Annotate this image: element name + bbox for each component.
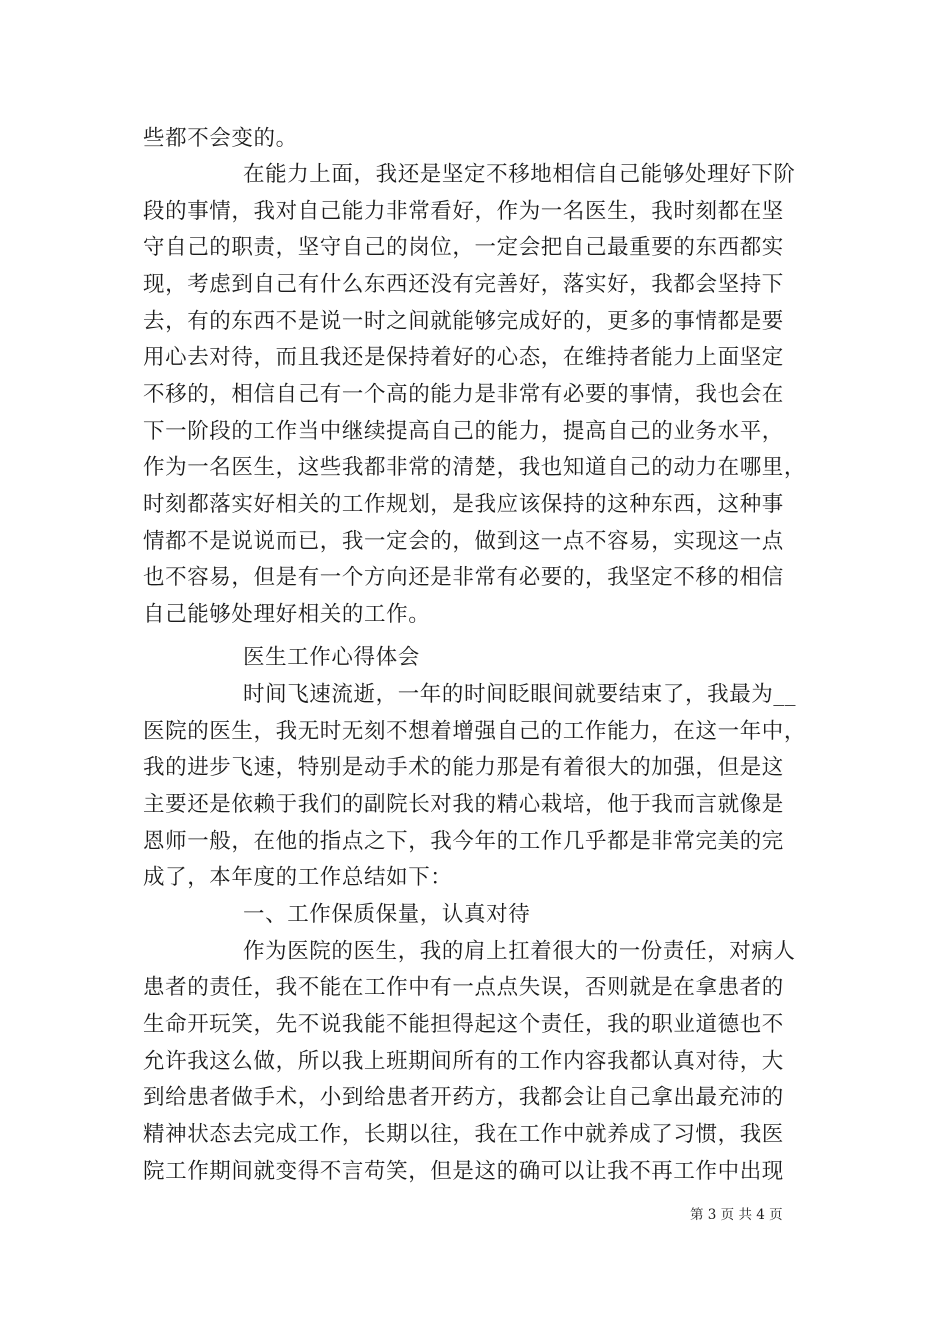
text-line: 也不容易，但是有一个方向还是非常有必要的，我坚定不移的相信 — [143, 565, 784, 590]
text-line: 自己能够处理好相关的工作。 — [143, 602, 431, 627]
text-line: 精神状态去完成工作，长期以往，我在工作中就养成了习惯，我医 — [143, 1122, 784, 1147]
paragraph-start-line: 在能力上面，我还是坚定不移地相信自己能够处理好下阶 — [243, 162, 796, 187]
text-line: 恩师一般，在他的指点之下，我今年的工作几乎都是非常完美的完 — [143, 829, 784, 854]
text-line: 医院的医生，我无时无刻不想着增强自己的工作能力，在这一年中， — [143, 719, 807, 744]
text-line: 生命开玩笑，先不说我能不能担得起这个责任，我的职业道德也不 — [143, 1012, 784, 1037]
text-line: 不移的，相信自己有一个高的能力是非常有必要的事情，我也会在 — [143, 382, 784, 407]
paragraph-start-line: 时间飞速流逝，一年的时间眨眼间就要结束了，我最为__ — [243, 682, 797, 707]
text-line: 成了，本年度的工作总结如下： — [143, 865, 453, 890]
text-line: 我的进步飞速，特别是动手术的能力那是有着很大的加强，但是这 — [143, 755, 784, 780]
text-line: 情都不是说说而已，我一定会的，做到这一点不容易，实现这一点 — [143, 529, 784, 554]
subsection-heading: 一、工作保质保量，认真对待 — [243, 902, 531, 927]
section-heading: 医生工作心得体会 — [243, 645, 420, 670]
text-line: 主要还是依赖于我们的副院长对我的精心栽培，他于我而言就像是 — [143, 792, 784, 817]
text-line: 段的事情，我对自己能力非常看好，作为一名医生，我时刻都在坚 — [143, 199, 784, 224]
text-line: 时刻都落实好相关的工作规划，是我应该保持的这种东西，这种事 — [143, 492, 784, 517]
text-line: 作为一名医生，这些我都非常的清楚，我也知道自己的动力在哪里， — [143, 455, 807, 480]
text-line: 现，考虑到自己有什么东西还没有完善好，落实好，我都会坚持下 — [143, 272, 784, 297]
text-line: 患者的责任，我不能在工作中有一点点失误，否则就是在拿患者的 — [143, 975, 784, 1000]
text-line: 院工作期间就变得不言苟笑，但是这的确可以让我不再工作中出现 — [143, 1159, 784, 1184]
text-line: 守自己的职责，坚守自己的岗位，一定会把自己最重要的东西都实 — [143, 235, 784, 260]
text-line: 用心去对待，而且我还是保持着好的心态，在维持者能力上面坚定 — [143, 345, 784, 370]
text-line: 些都不会变的。 — [143, 126, 298, 151]
text-line: 允许我这么做，所以我上班期间所有的工作内容我都认真对待，大 — [143, 1049, 784, 1074]
text-line: 到给患者做手术，小到给患者开药方，我都会让自己拿出最充沛的 — [143, 1085, 784, 1110]
paragraph-start-line: 作为医院的医生，我的肩上扛着很大的一份责任，对病人 — [243, 939, 796, 964]
page-number-footer: 第 3 页 共 4 页 — [690, 1207, 783, 1223]
text-line: 去，有的东西不是说一时之间就能够完成好的，更多的事情都是要 — [143, 309, 784, 334]
text-line: 下一阶段的工作当中继续提高自己的能力，提高自己的业务水平， — [143, 419, 784, 444]
